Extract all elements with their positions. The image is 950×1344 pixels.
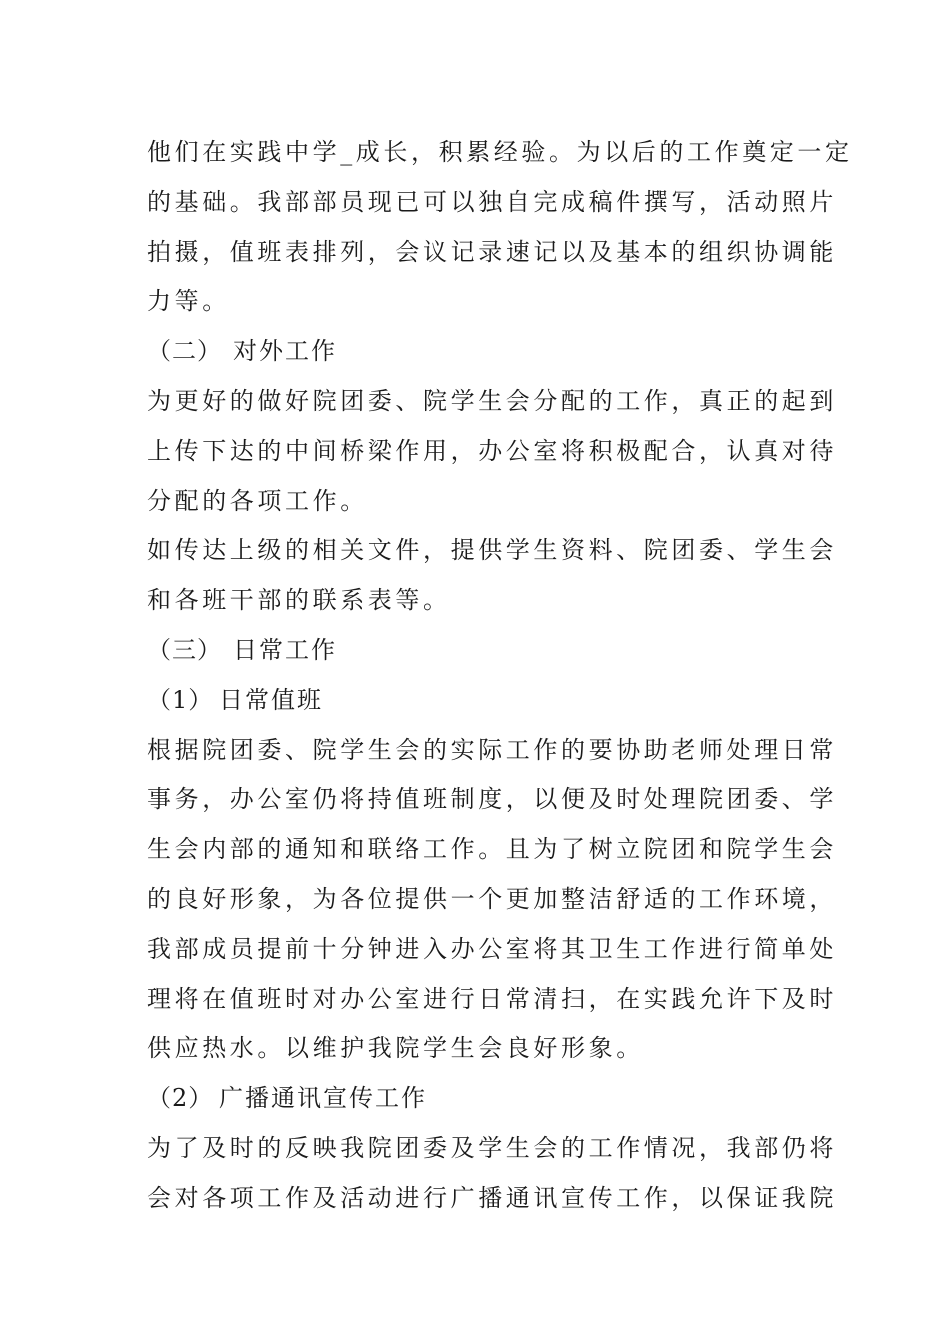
text-line: 的良好形象，为各位提供一个更加整洁舒适的工作环境， [147, 884, 837, 913]
subsection-number: （1） [147, 685, 214, 714]
text-line: 拍摄，值班表排列，会议记录速记以及基本的组织协调能 [147, 237, 837, 266]
text-line: 和各班干部的联系表等。 [147, 586, 451, 615]
section-title: 对外工作 [233, 337, 337, 366]
subsection-heading-broadcast [147, 1074, 807, 1124]
subsection-heading-duty [147, 676, 807, 726]
paragraph [147, 1124, 837, 1224]
text-line: 的基础。我部部员现已可以独自完成稿件撰写，活动照片 [147, 187, 837, 216]
paragraph [147, 726, 837, 1075]
paragraph [147, 526, 837, 626]
section-heading-daily-work [147, 626, 807, 676]
paragraph [147, 128, 853, 327]
text-line: 为了及时的反映我院团委及学生会的工作情况，我部仍将 [147, 1133, 837, 1162]
paragraph [147, 377, 837, 526]
text-line: 上传下达的中间桥梁作用，办公室将积极配合，认真对待 [147, 436, 837, 465]
text-line: 会对各项工作及活动进行广播通讯宣传工作，以保证我院 [147, 1183, 837, 1212]
subsection-title: 广播通讯宣传工作 [219, 1084, 427, 1113]
section-number: （二） [147, 337, 222, 366]
section-heading-external-work [147, 327, 807, 377]
text-line: 事务，办公室仍将持值班制度，以便及时处理院团委、学 [147, 785, 837, 814]
subsection-title: 日常值班 [219, 685, 323, 714]
document-page [147, 128, 853, 1224]
text-line: 理将在值班时对办公室进行日常清扫，在实践允许下及时 [147, 984, 837, 1013]
text-line: 他们在实践中学_成长，积累经验。为以后的工作奠定一定 [147, 138, 853, 166]
text-line: 根据院团委、院学生会的实际工作的要协助老师处理日常 [147, 735, 837, 764]
text-line: 如传达上级的相关文件，提供学生资料、院团委、学生会 [147, 536, 837, 565]
text-line: 供应热水。以维护我院学生会良好形象。 [147, 1034, 644, 1063]
text-line: 力等。 [147, 287, 230, 316]
text-line: 我部成员提前十分钟进入办公室将其卫生工作进行简单处 [147, 934, 837, 963]
text-line: 分配的各项工作。 [147, 486, 368, 515]
section-title: 日常工作 [233, 635, 337, 664]
subsection-number: （2） [147, 1084, 214, 1113]
text-line: 生会内部的通知和联络工作。且为了树立院团和院学生会 [147, 835, 837, 864]
section-number: （三） [147, 635, 222, 664]
text-line: 为更好的做好院团委、院学生会分配的工作，真正的起到 [147, 386, 837, 415]
